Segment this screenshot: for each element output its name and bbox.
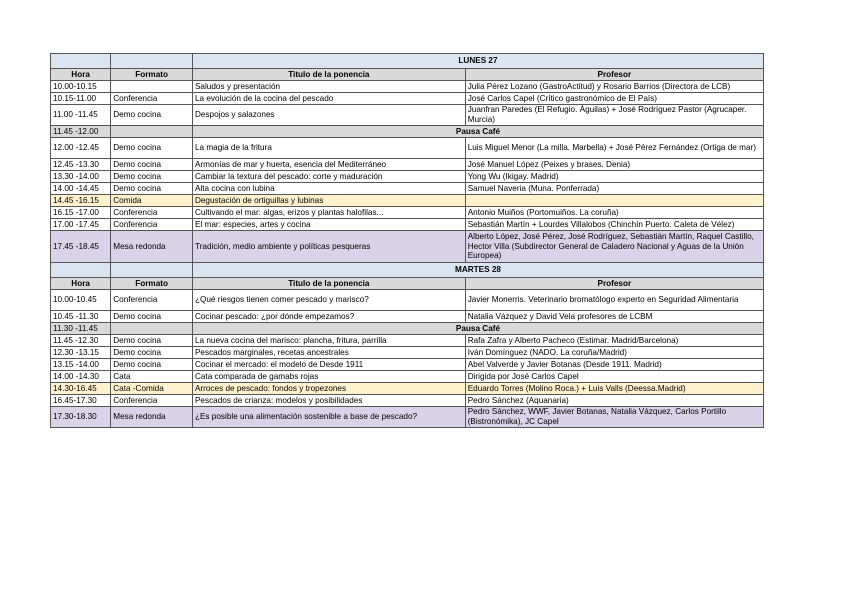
session-time: 13.30 -14.00 <box>51 171 111 183</box>
session-title: Pescados marginales, recetas ancestrales <box>192 347 465 359</box>
header-hora: Hora <box>51 278 111 290</box>
session-format <box>111 81 193 93</box>
session-time: 12.45 -13.30 <box>51 159 111 171</box>
header-row <box>51 278 764 290</box>
session-title: Tradición, medio ambiente y políticas pesqueras <box>192 231 465 263</box>
session-time: 14.00 -14.30 <box>51 371 111 383</box>
header-row <box>51 69 764 81</box>
session-speaker: Dirigida por José Carlos Capel <box>465 371 763 383</box>
header-profesor: Profesor <box>465 69 763 81</box>
session-row <box>51 171 764 183</box>
session-row <box>51 395 764 407</box>
session-format: Conferencia <box>111 290 193 311</box>
session-title: Degustación de ortiguillas y lubinas <box>192 195 465 207</box>
session-title: ¿Es posible una alimentación sostenible a base de pescado? <box>192 407 465 428</box>
session-format: Conferencia <box>111 395 193 407</box>
session-time: 17.30-18.30 <box>51 407 111 428</box>
blank-cell <box>51 263 111 278</box>
session-title: La evolución de la cocina del pescado <box>192 93 465 105</box>
session-format: Mesa redonda <box>111 407 193 428</box>
session-row <box>51 219 764 231</box>
session-title: Cocinar pescado: ¿por dónde empezamos? <box>192 311 465 323</box>
session-row <box>51 407 764 428</box>
header-titulo: Titulo de la ponencia <box>192 69 465 81</box>
header-titulo: Titulo de la ponencia <box>192 278 465 290</box>
session-speaker: Pedro Sánchez, WWF, Javier Botanas, Natalia Vázquez, Carlos Portillo (Bistronómika), JC Capel <box>465 407 763 428</box>
session-title: Arroces de pescado: fondos y tropezones <box>192 383 465 395</box>
day-title: MARTES 28 <box>192 263 763 278</box>
session-row <box>51 207 764 219</box>
session-time: 11.45 -12.30 <box>51 335 111 347</box>
session-row <box>51 359 764 371</box>
pause-row <box>51 323 764 335</box>
session-title: Pescados de crianza: modelos y posibilidades <box>192 395 465 407</box>
session-time: 17.00 -17.45 <box>51 219 111 231</box>
session-title: Despojos y salazones <box>192 105 465 126</box>
session-row <box>51 347 764 359</box>
session-time: 10.00-10.45 <box>51 290 111 311</box>
session-row <box>51 231 764 263</box>
session-time: 12.30 -13.15 <box>51 347 111 359</box>
session-speaker: José Manuel López (Peixes y brases. Denia) <box>465 159 763 171</box>
session-time: 11.30 -11.45 <box>51 323 111 335</box>
session-format: Demo cocina <box>111 347 193 359</box>
session-speaker: Iván Domínguez (NADO. La coruña/Madrid) <box>465 347 763 359</box>
day-title-row <box>51 263 764 278</box>
session-speaker: Julia Pérez Lozano (GastroActitud) y Rosario Barrios (Directora de LCB) <box>465 81 763 93</box>
pause-row <box>51 126 764 138</box>
session-format: Demo cocina <box>111 183 193 195</box>
session-row <box>51 383 764 395</box>
session-row <box>51 105 764 126</box>
session-time: 11.00 -11.45 <box>51 105 111 126</box>
session-format: Demo cocina <box>111 159 193 171</box>
session-title: Armonías de mar y huerta, esencia del Mediterráneo <box>192 159 465 171</box>
session-format: Conferencia <box>111 207 193 219</box>
session-format: Cata -Comida <box>111 383 193 395</box>
session-speaker: Rafa Zafra y Alberto Pacheco (Estimar. Madrid/Barcelona) <box>465 335 763 347</box>
session-title: Cata comparada de gamabs rojas <box>192 371 465 383</box>
session-format: Cata <box>111 371 193 383</box>
session-row <box>51 183 764 195</box>
pause-title: Pausa Café <box>192 126 763 138</box>
session-title: ¿Qué riesgos tienen comer pescado y marisco? <box>192 290 465 311</box>
session-time: 10.00-10.15 <box>51 81 111 93</box>
session-time: 14.00 -14.45 <box>51 183 111 195</box>
session-format: Demo cocina <box>111 105 193 126</box>
session-title: Cocinar el mercado: el modelo de Desde 1911 <box>192 359 465 371</box>
session-format: Conferencia <box>111 219 193 231</box>
session-speaker: Abel Valverde y Javier Botanas (Desde 1911. Madrid) <box>465 359 763 371</box>
session-time: 11.45 -12.00 <box>51 126 111 138</box>
blank-cell <box>51 54 111 69</box>
session-format: Demo cocina <box>111 138 193 159</box>
session-speaker: Antonio Muiños (Portomuiños. La coruña) <box>465 207 763 219</box>
session-speaker: Pedro Sánchez (Aquanaria) <box>465 395 763 407</box>
session-format: Demo cocina <box>111 359 193 371</box>
pause-title: Pausa Café <box>192 323 763 335</box>
session-time: 17.45 -18.45 <box>51 231 111 263</box>
blank-cell <box>111 126 193 138</box>
header-hora: Hora <box>51 69 111 81</box>
session-row <box>51 81 764 93</box>
session-speaker: Luis Miguel Menor (La milla. Marbella) + José Pérez Fernández (Ortiga de mar) <box>465 138 763 159</box>
blank-cell <box>111 323 193 335</box>
session-format: Demo cocina <box>111 335 193 347</box>
session-speaker: Samuel Naveria (Muna. Ponferrada) <box>465 183 763 195</box>
schedule-table <box>50 53 764 428</box>
session-speaker: Alberto López, José Pérez, José Rodríguez, Sebastián Martín, Raquel Castillo, Hector Villa (Subdirector General de Caladero Nacional y Aguas de la Unión Europea) <box>465 231 763 263</box>
session-format: Comida <box>111 195 193 207</box>
blank-cell <box>111 263 193 278</box>
day-title-row <box>51 54 764 69</box>
session-speaker: Javier Monerris. Veterinario bromatólogo experto en Seguridad Alimentaria <box>465 290 763 311</box>
session-time: 13.15 -14.00 <box>51 359 111 371</box>
session-row <box>51 159 764 171</box>
session-title: La magia de la fritura <box>192 138 465 159</box>
session-row <box>51 335 764 347</box>
session-time: 16.45-17.30 <box>51 395 111 407</box>
session-speaker: Sebastián Martín + Lourdes Villalobos (Chinchín Puerto. Caleta de Vélez) <box>465 219 763 231</box>
header-formato: Formato <box>111 278 193 290</box>
session-format: Demo cocina <box>111 171 193 183</box>
session-time: 14.45 -16.15 <box>51 195 111 207</box>
session-format: Conferencia <box>111 93 193 105</box>
blank-cell <box>111 54 193 69</box>
session-row <box>51 371 764 383</box>
session-title: Cambiar la textura del pescado: corte y maduración <box>192 171 465 183</box>
day-title: LUNES 27 <box>192 54 763 69</box>
session-title: Cultivando el mar: algas, erizos y plantas halofilas... <box>192 207 465 219</box>
session-speaker: Natalia Vázquez y David Vela profesores de LCBM <box>465 311 763 323</box>
session-title: Alta cocina con lubina <box>192 183 465 195</box>
session-row <box>51 195 764 207</box>
session-time: 10.15-11.00 <box>51 93 111 105</box>
session-title: El mar: especies, artes y cocina <box>192 219 465 231</box>
session-row <box>51 311 764 323</box>
header-formato: Formato <box>111 69 193 81</box>
session-format: Mesa redonda <box>111 231 193 263</box>
session-time: 16.15 -17.00 <box>51 207 111 219</box>
header-profesor: Profesor <box>465 278 763 290</box>
session-row <box>51 290 764 311</box>
session-speaker: José Carlos Capel (Crítico gastronómico de El País) <box>465 93 763 105</box>
session-speaker: Yong Wu (Ikigay. Madrid) <box>465 171 763 183</box>
session-title: La nueva cocina del marisco: plancha, fritura, parrilla <box>192 335 465 347</box>
session-speaker: Eduardo Torres (Molino Roca.) + Luis Valls (Deessa.Madrid) <box>465 383 763 395</box>
session-time: 12.00 -12.45 <box>51 138 111 159</box>
session-row <box>51 93 764 105</box>
session-speaker: Juanfran Paredes (El Refugio. Águilas) + José Rodríguez Pastor (Agrucaper. Murcia) <box>465 105 763 126</box>
session-row <box>51 138 764 159</box>
session-time: 10.45 -11.30 <box>51 311 111 323</box>
session-title: Saludos y presentación <box>192 81 465 93</box>
session-speaker <box>465 195 763 207</box>
session-time: 14.30-16.45 <box>51 383 111 395</box>
session-format: Demo cocina <box>111 311 193 323</box>
